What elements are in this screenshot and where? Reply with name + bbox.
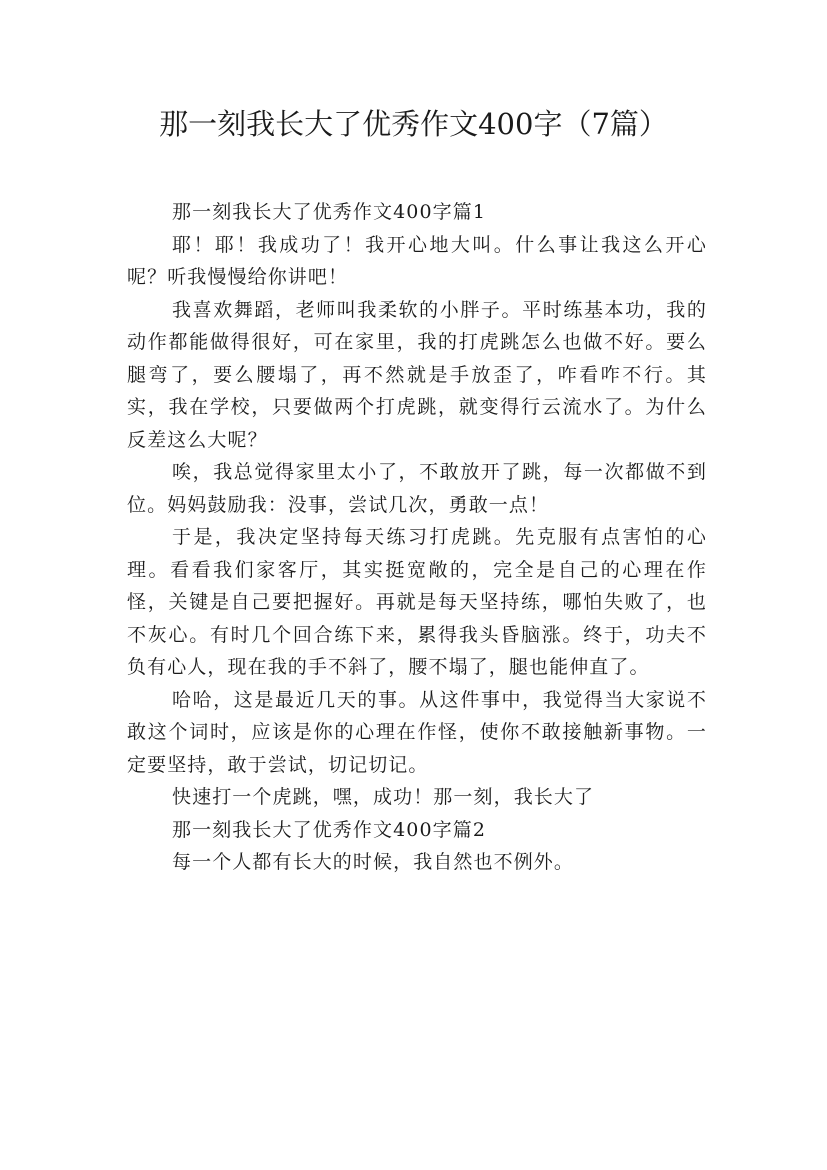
paragraph: 耶！耶！我成功了！我开心地大叫。什么事让我这么开心呢？听我慢慢给你讲吧！ xyxy=(127,233,707,288)
article-body xyxy=(127,196,707,879)
paragraph: 快速打一个虎跳，嘿，成功！那一刻，我长大了 xyxy=(172,786,595,808)
paragraph: 每一个人都有长大的时候，我自然也不例外。 xyxy=(172,851,575,873)
section-heading: 那一刻我长大了优秀作文400字篇1 xyxy=(172,201,487,223)
paragraph: 哈哈，这是最近几天的事。从这件事中，我觉得当大家说不敢这个词时，应该是你的心理在作怪，使你不敢接触新事物。一定要坚持，敢于尝试，切记切记。 xyxy=(127,688,707,776)
section-heading: 那一刻我长大了优秀作文400字篇2 xyxy=(172,818,487,841)
paragraph: 于是，我决定坚持每天练习打虎跳。先克服有点害怕的心理。看看我们家客厅，其实挺宽敞的，完全是自己的心理在作怪，关键是自己要把握好。再就是每天坚持练，哪怕失败了，也不灰心。有时几个回合练下来，累得我头昏脑涨。终于，功夫不负有心人，现在我的手不斜了，腰不塌了，腿也能伸直了。 xyxy=(127,526,707,678)
page-title: 那一刻我长大了优秀作文400字（7篇） xyxy=(159,107,668,141)
paragraph: 唉，我总觉得家里太小了，不敢放开了跳，每一次都做不到位。妈妈鼓励我：没事，尝试几次，勇敢一点！ xyxy=(127,461,707,516)
paragraph: 我喜欢舞蹈，老师叫我柔软的小胖子。平时练基本功，我的动作都能做得很好，可在家里，我的打虎跳怎么也做不好。要么腿弯了，要么腰塌了，再不然就是手放歪了，咋看咋不行。其实，我在学校，只要做两个打虎跳，就变得行云流水了。为什么反差这么大呢？ xyxy=(127,298,707,451)
